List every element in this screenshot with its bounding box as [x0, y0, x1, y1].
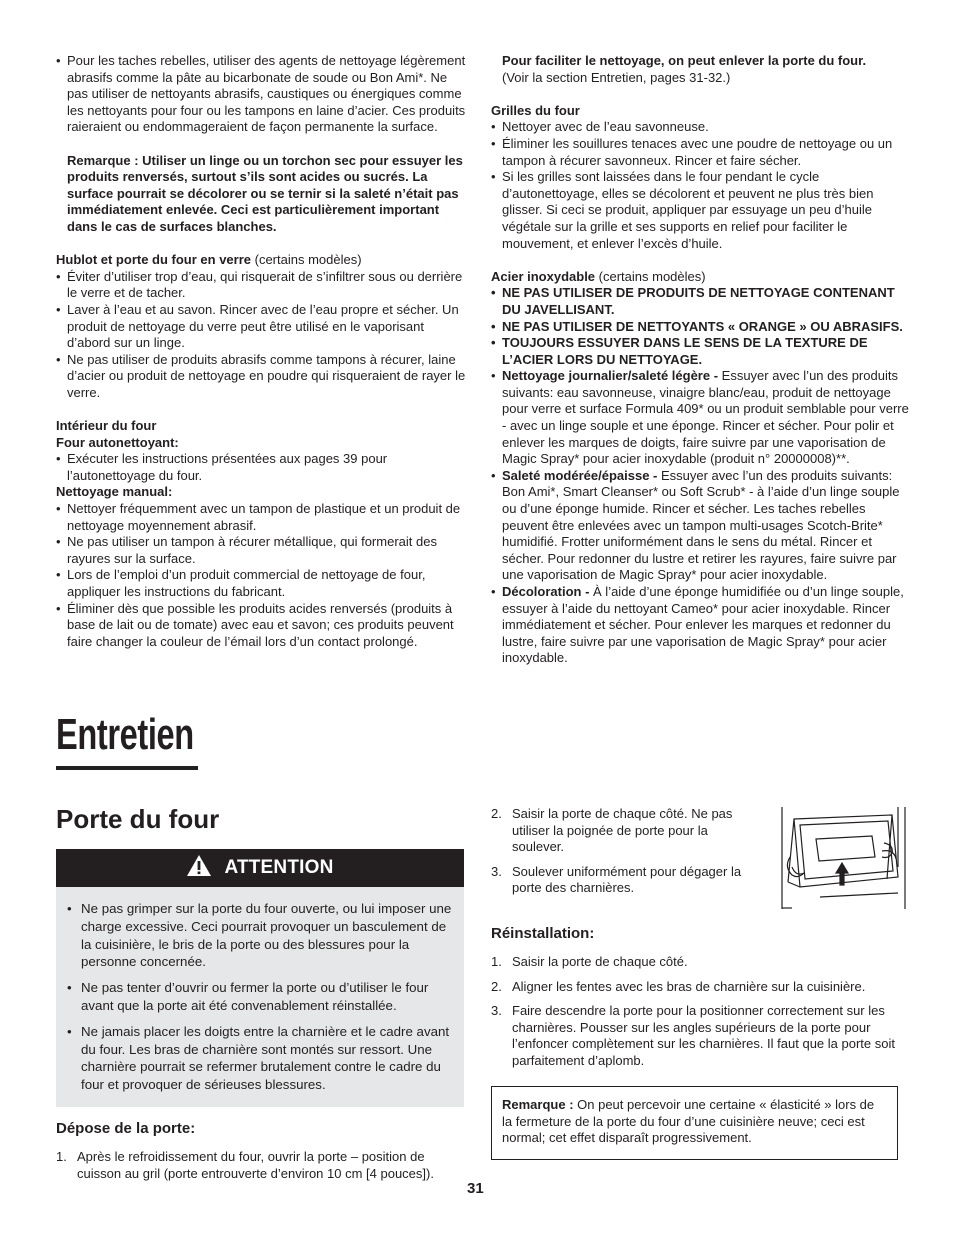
- list-item: 3. Soulever uniformément pour dégager la porte des charnières.: [491, 863, 742, 896]
- steel-warnings: [491, 285, 909, 368]
- door-note-bold: Pour faciliter le nettoyage, on peut enlever la porte du four.: [502, 53, 867, 68]
- list-item: • Lors de l’emploi d’un produit commercial de nettoyage de four, appliquer les instructions du fabricant.: [56, 567, 466, 600]
- list-item: • Éliminer dès que possible les produits acides renversés (produits à base de lait ou de tomate) avec eau et savon; ces produits peuvent faire changer la couleur de l’émail lors d’un contact prolongé.: [56, 601, 466, 651]
- list-item: • Laver à l’eau et au savon. Rincer avec de l’eau propre et sécher. Un produit de nettoyage du verre peut être utilisé en le vaporisant d’abord sur un linge.: [56, 302, 466, 352]
- glass-list: [56, 269, 466, 402]
- title-underline: [56, 766, 198, 770]
- left-column: [56, 53, 466, 650]
- steel-heading: Acier inoxydable (certains modèles): [491, 268, 706, 284]
- selfclean-heading: Four autonettoyant:: [56, 434, 179, 450]
- attention-box: [56, 887, 464, 1107]
- page-number: 31: [467, 1180, 484, 1197]
- chapter-title: Entretien: [56, 710, 194, 759]
- list-item: 1. Après le refroidissement du four, ouvrir la porte – position de cuisson au gril (porte entrouverte d’environ 10 cm [4 pouces]).: [56, 1149, 434, 1181]
- removal-heading: Dépose de la porte:: [56, 1120, 196, 1137]
- list-item: • Éliminer les souillures tenaces avec une poudre de nettoyage ou un tampon à récurer savonneux. Rincer et faire sécher.: [491, 136, 909, 169]
- section-title: Porte du four: [56, 804, 220, 834]
- racks-heading: Grilles du four: [491, 102, 580, 118]
- note-box: [491, 1086, 898, 1160]
- list-item: • Ne jamais placer les doigts entre la charnière et le cadre avant du four. Les bras de charnière sont montés sur ressort. Une charnière pourrait se refermer brutalement contre le cadre du four et provoquer de sérieuses blessures.: [67, 1023, 459, 1094]
- attention-header: [56, 849, 464, 887]
- removal-steps-1: [56, 1149, 456, 1182]
- warning-triangle-icon: [186, 854, 212, 882]
- interior-heading: Intérieur du four: [56, 418, 157, 434]
- list-item: • Ne pas utiliser de produits abrasifs comme tampons à récurer, laine d’acier ou produit de nettoyage en poudre qui risqueraient de rayer le verre.: [56, 352, 466, 402]
- note-text: Remarque : On peut percevoir une certaine « élasticité » lors de la fermeture de la porte du four d’une cuisinière neuve; ceci est normal; cet effet disparaît progressivement.: [502, 1097, 875, 1146]
- selfclean-list: [56, 451, 466, 484]
- list-item: 3. Faire descendre la porte pour la positionner correctement sur les charnières. Pousser sur les angles supérieurs de la porte pour l’enfoncer complètement sur les charnières. Il faut que la porte soit parfaitement d’aplomb.: [491, 1003, 895, 1068]
- list-item: • Ne pas utiliser un tampon à récurer métallique, qui formerait des rayures sur la surface.: [56, 534, 466, 567]
- list-item: • Décoloration - À l’aide d’une éponge humidifiée ou d’un linge souple, essuyer à l’aide du nettoyant Cameo* pour acier inoxydable. Rincer immédiatement et sécher. Pour enlever les marques et redonner du lustre, faire suivre par une vaporisation de Magic Spray* pour acier inoxydable.: [491, 584, 909, 667]
- intro-bullet: • Pour les taches rebelles, utiliser des agents de nettoyage légèrement abrasifs comme la pâte au bicarbonate de soude ou Bon Ami*. Ne pas utiliser de nettoyants abrasifs, caustiques ou énergiques comme les nettoyants pour four ou les tampons en laine d’acier. Ces produits raieraient ou endommageraient de façon permanente la surface.: [56, 53, 466, 136]
- right-column: [491, 53, 909, 667]
- attention-list: [67, 900, 459, 1102]
- manual-heading: Nettoyage manual:: [56, 484, 173, 500]
- list-item: • Éviter d’utiliser trop d’eau, qui risquerait de s’infiltrer sous ou derrière le verre et de tacher.: [56, 269, 466, 302]
- attention-label: ATTENTION: [224, 856, 334, 878]
- list-item: • Exécuter les instructions présentées aux pages 39 pour l’autonettoyage du four.: [56, 451, 466, 484]
- remark-text: Remarque : Utiliser un linge ou un torchon sec pour essuyer les produits renversés, surtout s’ils sont acides ou sucrés. La surface pourrait se décolorer ou se ternir si la saleté n’était pas immédiatement enlevée. Ceci est particulièrement important dans le cas de surfaces blanches.: [67, 152, 463, 234]
- list-item: 1. Saisir la porte de chaque côté.: [491, 954, 688, 969]
- door-note: (Voir la section Entretien, pages 31-32.): [502, 69, 731, 85]
- list-item: • Si les grilles sont laissées dans le four pendant le cycle d’autonettoyage, elles se décolorent et peuvent ne plus très bien glisser. Si ceci se produit, appliquer par essuyage un peu d’huile végétale sur la grille et ses supports en relief pour faciliter le mouvement, et enlever l’excès d’huile.: [491, 169, 909, 252]
- list-item: 2. Aligner les fentes avec les bras de charnière sur la cuisinière.: [491, 978, 866, 994]
- reinstall-steps: [491, 954, 903, 1078]
- list-item: • Nettoyage journalier/saleté légère - Essuyer avec l’un des produits suivants: eau savonneuse, vinaigre blanc/eau, produit de nettoyage pour verre et surface Formula 409* ou un produit semblable pour verre - avec un linge souple et une éponge. Rincer et sécher. Pour polir et enlever les marques de doigts, faire suivre par une vaporisation de Magic Spray* pour acier inoxydable (produit n° 20000008)**.: [491, 368, 909, 468]
- removal-steps-2: [491, 806, 761, 905]
- racks-list: [491, 119, 909, 252]
- oven-door-illustration: [780, 807, 910, 909]
- list-item: • Ne pas tenter d’ouvrir ou fermer la porte ou d’utiliser le four avant que la porte ait été convenablement réinstallée.: [67, 979, 459, 1015]
- glass-heading: Hublot et porte du four en verre (certains modèles): [56, 252, 362, 268]
- manual-list: [56, 501, 466, 650]
- list-item: 2. Saisir la porte de chaque côté. Ne pas utiliser la poignée de porte pour la soulever.: [491, 806, 733, 855]
- warning-item: • NE PAS UTILISER DE NETTOYANTS « ORANGE » OU ABRASIFS.: [491, 319, 909, 336]
- steel-list: [491, 368, 909, 667]
- list-item: • Saleté modérée/épaisse - Essuyer avec l’un des produits suivants: Bon Ami*, Smart Cleanser* ou Soft Scrub* - à l’aide d’un linge souple ou d’une éponge humide. Rincer et sécher. Les taches rebelles peuvent être enlevées avec un tampon multi-usages Scotch-Brite* humidifié. Frotter uniformément dans le sens du métal. Rincer et sécher. Pour redonner du lustre et retirer les rayures, faire suivre par une vaporisation de Magic Spray* pour acier inoxydable.: [491, 468, 909, 584]
- list-item: • Ne pas grimper sur la porte du four ouverte, ou lui imposer une charge excessive. Ceci pourrait provoquer un basculement de la cuisinière, le bris de la porte ou des blessures pour la personne concernée.: [67, 900, 459, 971]
- warning-item: • TOUJOURS ESSUYER DANS LE SENS DE LA TEXTURE DE L’ACIER LORS DU NETTOYAGE.: [491, 335, 909, 368]
- list-item: • Nettoyer avec de l’eau savonneuse.: [491, 119, 909, 136]
- warning-item: • NE PAS UTILISER DE PRODUITS DE NETTOYAGE CONTENANT DU JAVELLISANT.: [491, 285, 909, 318]
- list-item: • Nettoyer fréquemment avec un tampon de plastique et un produit de nettoyage moyennement abrasif.: [56, 501, 466, 534]
- reinstall-heading: Réinstallation:: [491, 925, 595, 942]
